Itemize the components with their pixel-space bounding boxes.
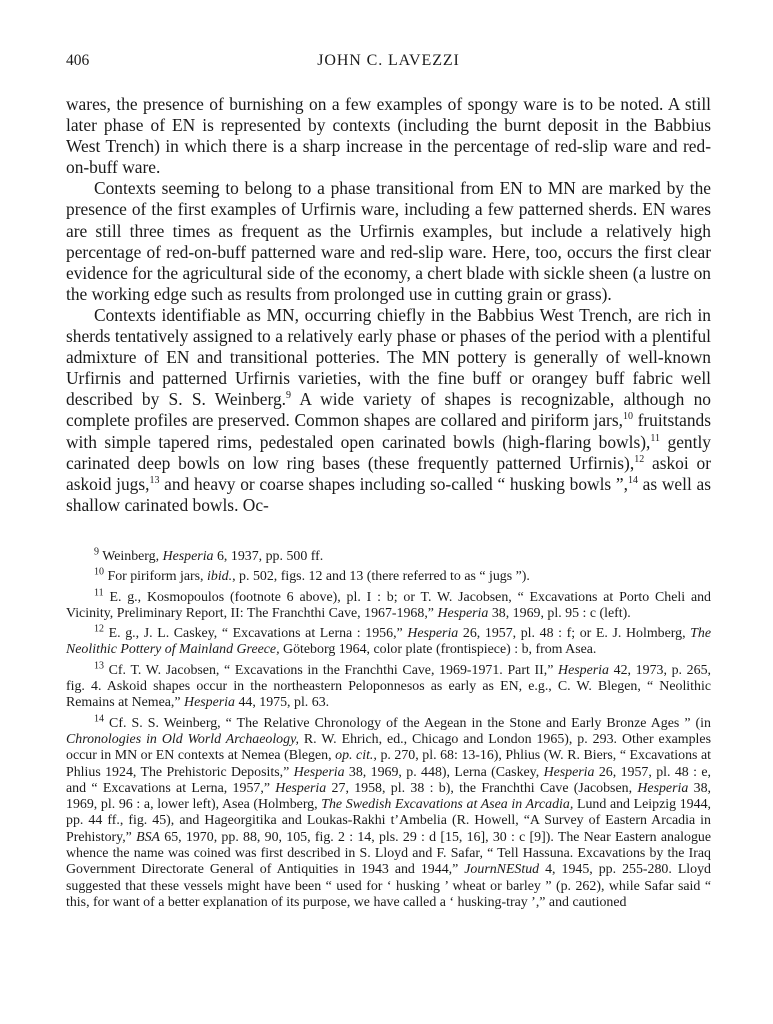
footnote-10 — [66, 566, 711, 585]
footnote-13 — [66, 660, 711, 712]
italic-run: Hesperia — [543, 764, 595, 780]
text-run: 27, 1958, pl. 38 : b), the Franchthi Cave (Jacobsen, — [326, 780, 638, 796]
italic-run: Hesperia — [637, 780, 689, 796]
paragraph-1: wares, the presence of burnishing on a few examples of spongy ware is to be noted. A still later phase of EN is represented by contexts (including the burnt deposit in the Babbius West Trench) in which there is a sharp increase in the percentage of red-slip ware and red-on-buff ware. — [66, 94, 711, 178]
text-run: 4, 1945, pp. 255-280. Lloyd suggested that these vessels might have been “ used for ‘ husking ’ wheat or barley ” (p. 262), while Safar said “ this, for want of a better explanation of its purpose, we have called a ‘ husking-tray ’,” and cautioned — [66, 862, 711, 910]
footnote-ref-10: 10 — [622, 411, 633, 423]
text-run: 38, 1969, p. 448), Lerna (Caskey, — [344, 764, 544, 780]
running-head: JOHN C. LAVEZZI — [317, 52, 460, 69]
text-run: p. 270, pl. 68: 13-16), Phlius (W. R. Biers, “ Excavations at Phlius 1924, The Prehistoric Deposits,” — [66, 748, 711, 780]
text-run: as well as shallow carinated bowls. Oc- — [66, 473, 711, 515]
footnote-number: 14 — [94, 713, 104, 725]
footnote-number: 13 — [94, 660, 104, 672]
text-run: Cf. T. W. Jacobsen, “ Excavations in the Franchthi Cave, 1969-1971. Part II,” — [104, 662, 559, 678]
paragraph-3 — [66, 305, 711, 516]
footnote-number: 9 — [94, 546, 99, 558]
text-run: Cf. S. S. Weinberg, “ The Relative Chronology of the Aegean in the Stone and Early Bronze Ages ” (in — [104, 715, 711, 731]
italic-run: BSA — [136, 829, 161, 845]
text-run: Contexts identifiable as MN, occurring chiefly in the Babbius West Trench, are rich in sherds tentatively assigned to a relatively early phase or phases of the period with a plentiful admixture of EN and transitional potteries. The MN pottery is generally of well-known Urfirnis and patterned Urfirnis varieties, with the fine buff or orangey buff fabric well described by S. S. Weinberg. — [66, 304, 711, 410]
text-run: 6, 1937, pp. 500 ff. — [213, 549, 324, 564]
paragraph-2: Contexts seeming to belong to a phase transitional from EN to MN are marked by the presence of the first examples of Urfirnis ware, including a few patterned sherds. EN wares are still three times as frequent as the Urfirnis examples, but include a relatively high percentage of red-on-buff patterned ware and red-slip ware. Here, too, occurs the first clear evidence for the agricultural side of the economy, a chert blade with sickle sheen (a lustre on the working edge such as results from prolonged use in cutting grain or grass). — [66, 178, 711, 304]
text-run: 26, 1957, pl. 48 : f; or E. J. Holmberg, — [458, 626, 691, 642]
footnote-11 — [66, 586, 711, 623]
italic-run: Hesperia — [293, 764, 345, 780]
text-run: and heavy or coarse shapes including so-called “ husking bowls ”, — [159, 473, 628, 494]
text-run: Göteborg 1964, color plate (frontispiece) : b, from Asea. — [279, 642, 597, 658]
italic-run: Hesperia — [437, 605, 489, 621]
italic-run: Hesperia — [184, 695, 235, 711]
italic-run: JournNEStud — [464, 862, 540, 878]
page-number: 406 — [66, 52, 90, 69]
footnote-number: 11 — [94, 586, 104, 598]
footnote-number: 12 — [94, 623, 104, 635]
italic-run: op. cit., — [335, 748, 377, 764]
page-header — [66, 52, 711, 76]
text-run: Weinberg, — [99, 549, 163, 564]
main-text — [66, 94, 711, 516]
text-run: , p. 502, figs. 12 and 13 (there referred to as “ jugs ”). — [232, 569, 530, 585]
italic-run: Chronologies in Old World Archaeology, — [66, 731, 299, 747]
footnote-9 — [66, 546, 711, 565]
text-run: 44, 1975, pl. 63. — [234, 695, 330, 711]
italic-run: The Neolithic Pottery of Mainland Greece, — [66, 626, 712, 658]
italic-run: The Swedish Excavations at Asea in Arcadia, — [321, 797, 574, 813]
italic-run: Hesperia — [407, 626, 459, 642]
text-run: A wide variety of shapes is recognizable, although no complete profiles are preserved. Common shapes are collared and piriform jars, — [66, 389, 712, 431]
text-run: 38, 1969, pl. 96 : a, lower left), Asea (Holmberg, — [66, 780, 711, 813]
text-run: E. g., J. L. Caskey, “ Excavations at Lerna : 1956,” — [104, 626, 408, 642]
footnote-ref-9: 9 — [286, 390, 292, 402]
footnote-ref-13: 13 — [149, 474, 160, 486]
italic-run: Hesperia — [275, 780, 327, 796]
italic-run: Hesperia — [162, 549, 214, 564]
footnote-ref-12: 12 — [634, 453, 645, 465]
text-run: R. W. Ehrich, ed., Chicago and London 1965), p. 293. Other examples occur in MN or EN contexts at Nemea (Blegen, — [66, 731, 711, 764]
text-run: 26, 1957, pl. 48 : e, and “ Excavations at Lerna, 1957,” — [66, 764, 711, 796]
text-run: Lund and Leipzig 1944, pp. 44 ff., fig. 45), and Hageorgitika and Loukas-Rakhi t’Ambelia (R. Howell, “A Survey of Eastern Arcadia in Prehistory,” — [66, 797, 711, 845]
footnote-ref-11: 11 — [650, 432, 660, 444]
text-run: 42, 1973, p. 265, fig. 4. Askoid shapes occur in the northeastern Peloponnesos as early as EN, e.g., C. W. Blegen, “ Neolithic Remains at Nemea,” — [66, 662, 711, 711]
text-run: For piriform jars, — [104, 569, 208, 585]
footnotes — [66, 546, 712, 911]
text-run: 38, 1969, pl. 95 : c (left). — [488, 605, 631, 621]
text-run: fruitstands with simple tapered rims, pedestaled open carinated bowls (high-flaring bowls), — [66, 410, 711, 452]
footnote-number: 10 — [94, 566, 104, 578]
footnote-ref-14: 14 — [627, 474, 638, 486]
footnote-14 — [66, 713, 712, 912]
text-run: gently carinated deep bowls on low ring bases (these frequently patterned Urfirnis), — [66, 431, 711, 473]
text-run: askoi or askoid jugs, — [66, 452, 711, 494]
text-run: 65, 1970, pp. 88, 90, 105, fig. 2 : 14, pls. 29 : d [15, 16], 30 : c [9]). The Near Eastern analogue whence the name was coined was first described in S. Lloyd and F. Safar, “ Tell Hassuna. Excavations by the Iraq Government Directorate General of Antiquities in 1943 and 1944,” — [66, 829, 712, 878]
footnote-12 — [66, 623, 712, 659]
text-run: E. g., Kosmopoulos (footnote 6 above), pl. I : b; or T. W. Jacobsen, “ Excavations at Porto Cheli and Vicinity, Preliminary Report, II: The Franchthi Cave, 1967-1968,” — [66, 589, 711, 621]
italic-run: Hesperia — [558, 662, 609, 678]
italic-run: ibid. — [207, 569, 233, 585]
